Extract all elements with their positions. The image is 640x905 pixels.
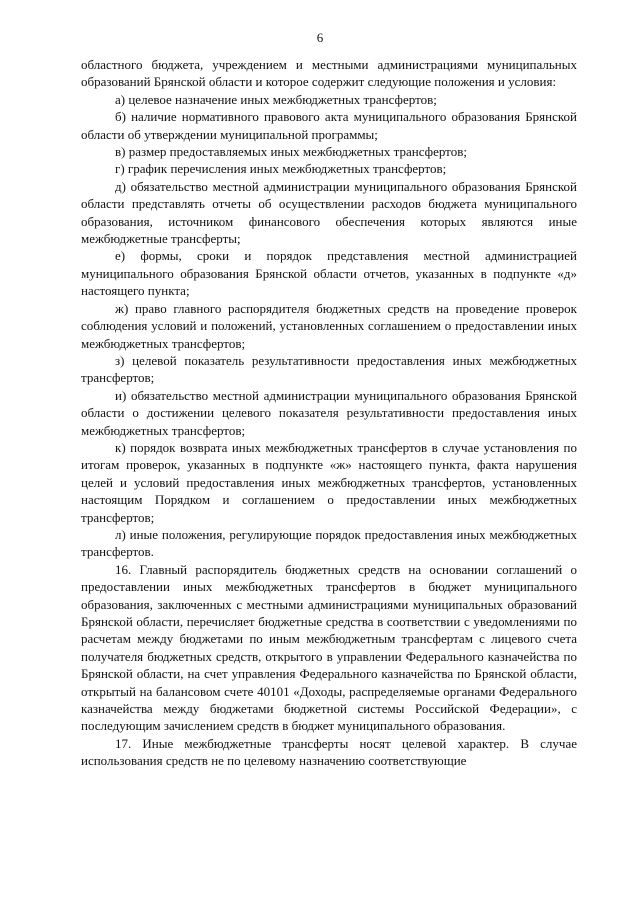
list-item-k: к) порядок возврата иных межбюджетных трансфертов в случае установления по итогам проверок, указанных в подпункте «ж» настоящего пункта, факта нарушения целей и условий предоставления иных межбюджетных трансфертов, установленных настоящим Порядком и соглашением о предоставлении иных межбюджетных трансфертов; [81, 439, 577, 525]
list-item-z: з) целевой показатель результативности предоставления иных межбюджетных трансфертов; [81, 352, 577, 386]
page-number: 6 [316, 30, 324, 45]
list-item-e: е) формы, сроки и порядок представления местной администрацией муниципального образования Брянской области отчетов, указанных в подпункте «д» настоящего пункта; [81, 248, 577, 299]
paragraph-intro-continuation: областного бюджета, учреждением и местными администрациями муниципальных образований Брянской области и которое содержит следующие положения и условия: [81, 57, 577, 90]
list-item-v: в) размер предоставляемых иных межбюджетных трансфертов; [115, 144, 467, 160]
list-item-i: и) обязательство местной администрации муниципального образования Брянской области о достижении целевого показателя результативности предоставления иных межбюджетных трансфертов; [81, 387, 577, 438]
paragraph-17: 17. Иные межбюджетные трансферты носят целевой характер. В случае использования средств не по целевому назначению соответствующие [81, 735, 577, 769]
list-item-d: д) обязательство местной администрации муниципального образования Брянской области представлять отчеты об осуществлении расходов бюджета муниципального образования, источником финансового обеспечения которых являются иные межбюджетные трансферты; [81, 178, 577, 247]
document-body [81, 56, 577, 770]
list-item-l: л) иные положения, регулирующие порядок предоставления иных межбюджетных трансфертов. [81, 526, 577, 560]
list-item-a: а) целевое назначение иных межбюджетных трансфертов; [115, 91, 437, 107]
paragraph-16: 16. Главный распорядитель бюджетных средств на основании соглашений о предоставлении иных межбюджетных трансфертов в бюджет муниципального образования, заключенных с местными администрациями муниципальных образований Брянской области, перечисляет бюджетные средства в соответствии с уведомлениями по расчетам между бюджетами по иным межбюджетным трансфертам с лицевого счета получателя бюджетных средств, открытого в управлении Федерального казначейства по Брянской области, на счет управления Федерального казначейства по Брянской области, открытый на балансовом счете 40101 «Доходы, распределяемые органами Федерального казначейства между бюджетами бюджетной системы Российской Федерации», с последующим зачислением средств в бюджет муниципального образования. [81, 561, 577, 734]
list-item-g: г) график перечисления иных межбюджетных трансфертов; [115, 161, 447, 177]
list-item-b: б) наличие нормативного правового акта муниципального образования Брянской области об утверждении муниципальной программы; [81, 109, 577, 142]
list-item-zh: ж) право главного распорядителя бюджетных средств на проведение проверок соблюдения условий и положений, установленных соглашением о предоставлении иных межбюджетных трансфертов; [81, 300, 577, 351]
